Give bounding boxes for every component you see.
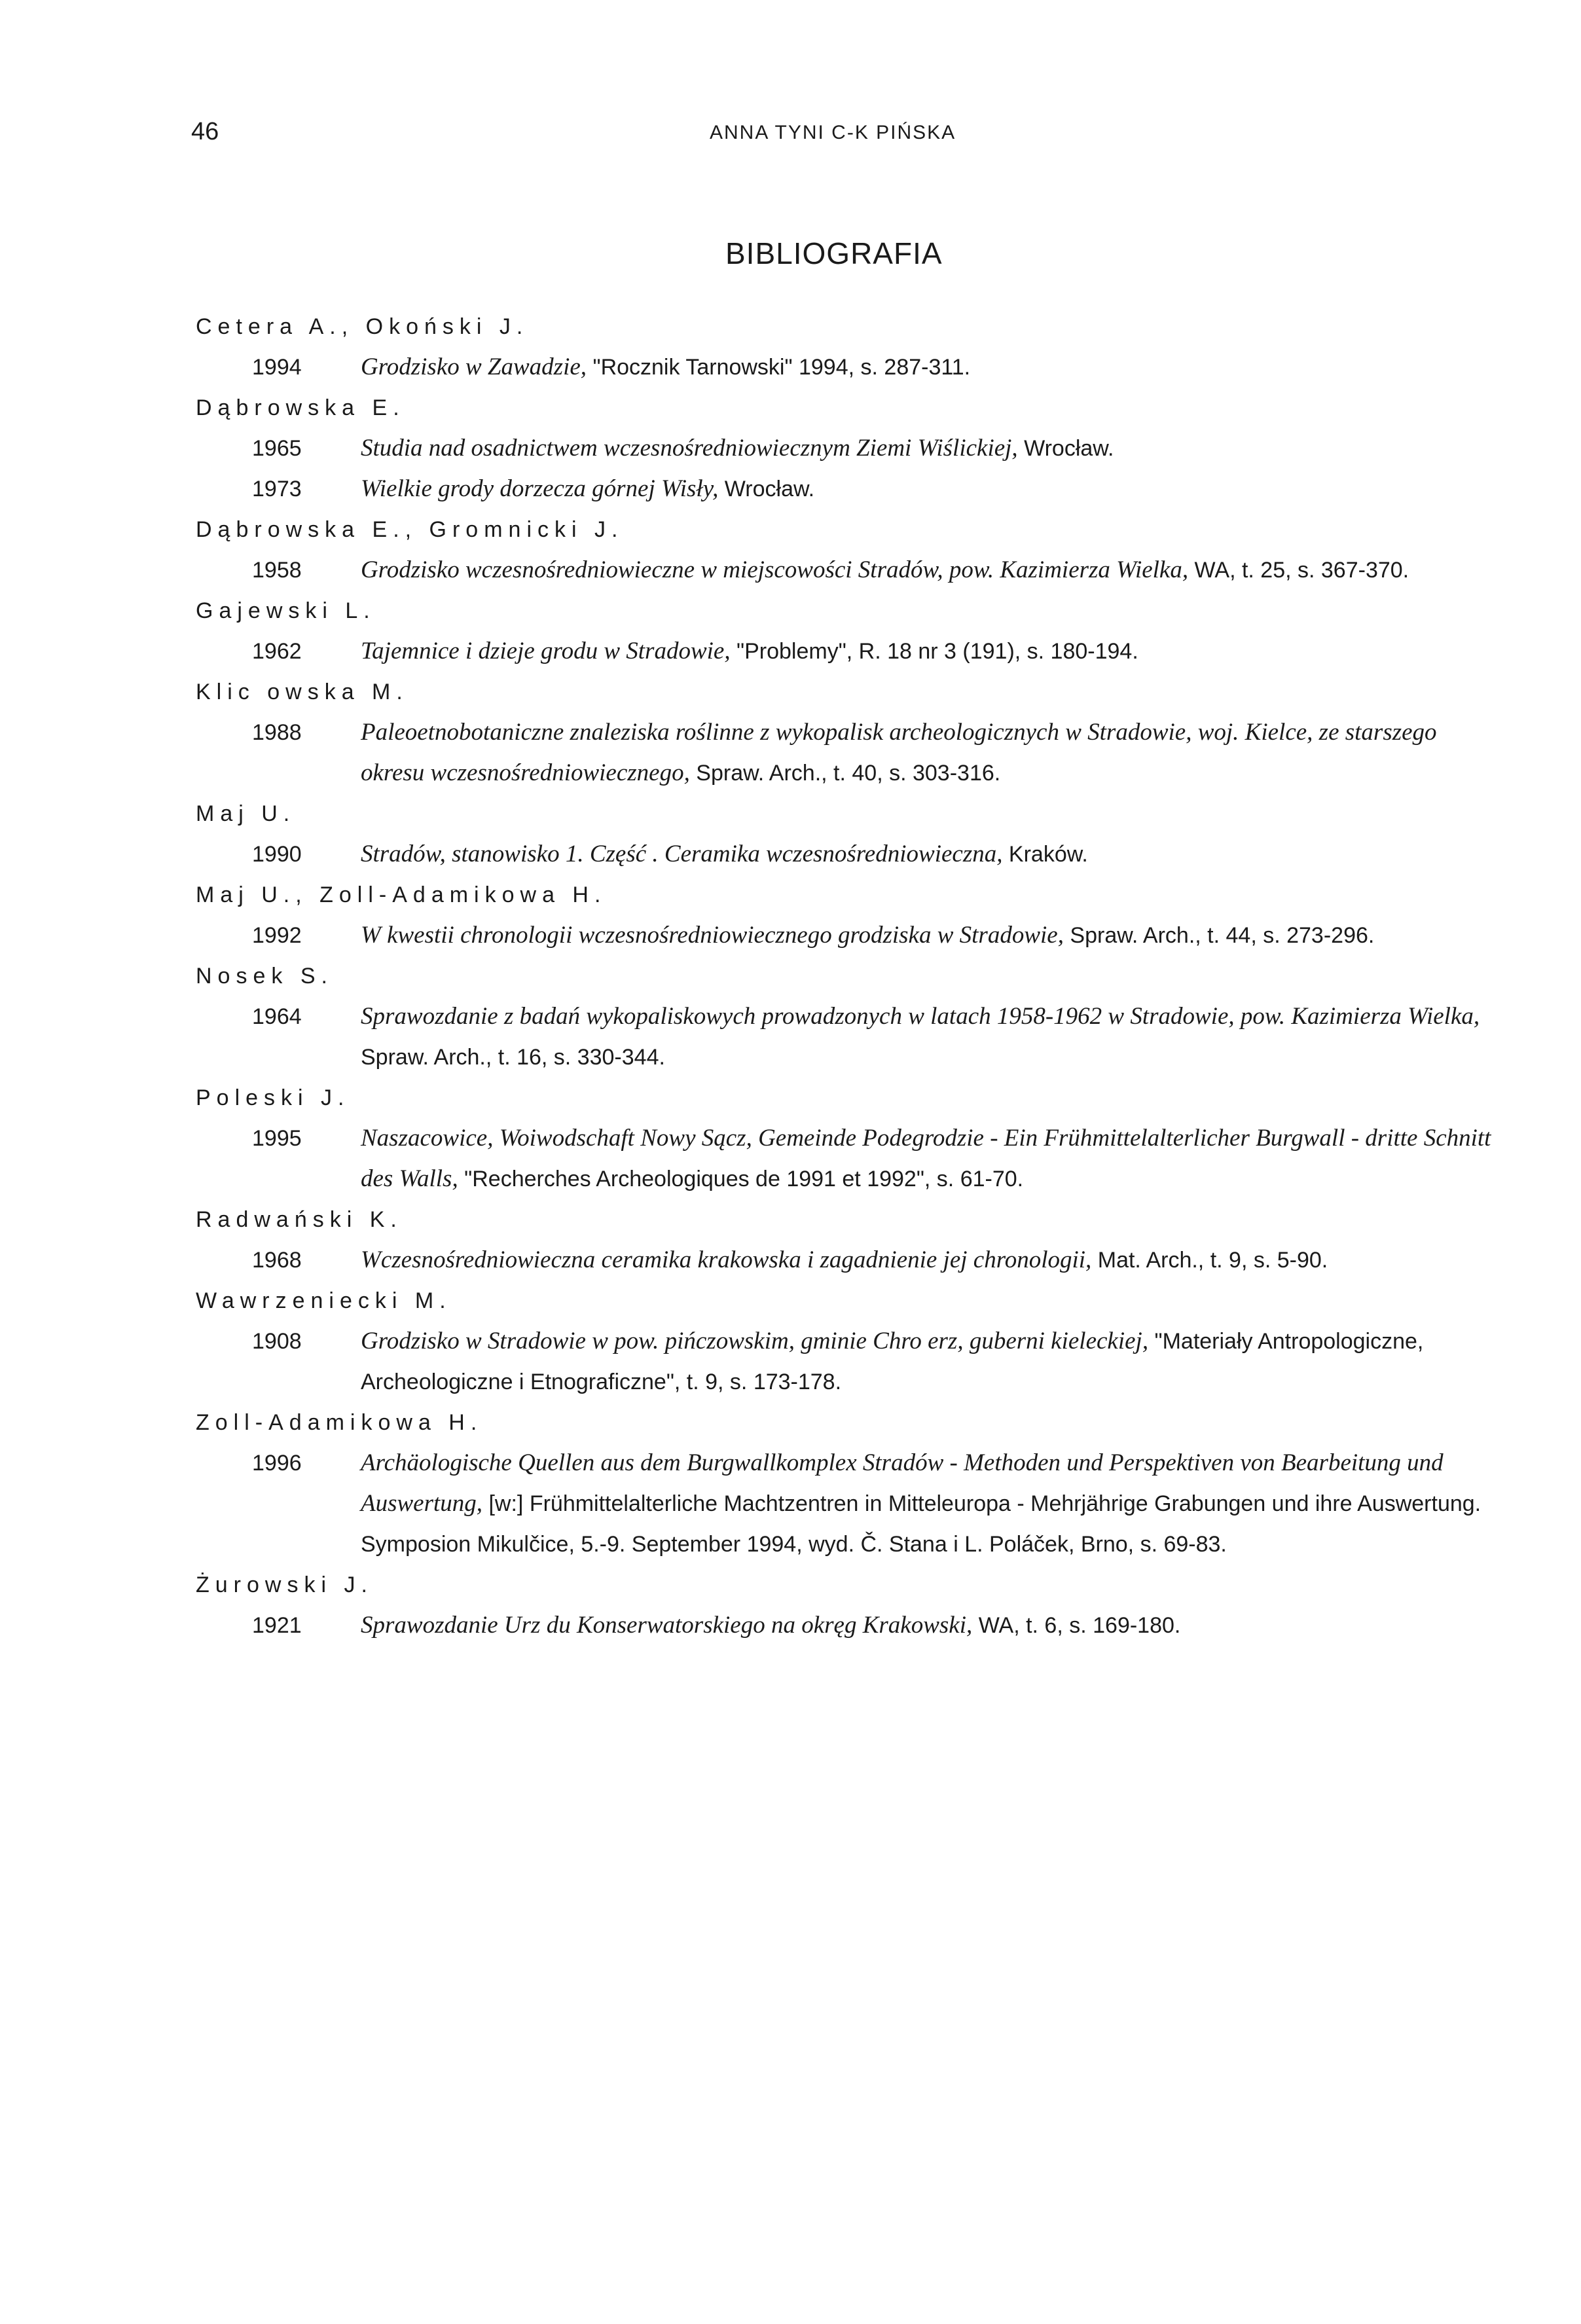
bib-details: WA, t. 6, s. 169-180. <box>972 1613 1181 1638</box>
bib-author: Maj U., Zoll-Adamikowa H. <box>196 882 607 907</box>
bib-citation <box>361 428 1495 469</box>
bib-year: 1964 <box>252 1004 302 1029</box>
bib-title: Studia nad osadnictwem wczesnośredniowiecznym Ziemi Wiślickiej, <box>361 435 1018 462</box>
bib-citation <box>361 834 1495 875</box>
bib-details: "Materiały Antropologiczne, Archeologiczne i Etnograficzne", t. 9, s. 173-178. <box>361 1329 1424 1394</box>
bib-author: Cetera A., Okoński J. <box>196 314 529 339</box>
bib-title: Wielkie grody dorzecza górnej Wisły, <box>361 475 719 502</box>
bib-details: Wrocław. <box>1017 436 1114 461</box>
bib-year: 1965 <box>252 436 302 461</box>
bib-details: "Problemy", R. 18 nr 3 (191), s. 180-194. <box>730 639 1138 664</box>
bib-title: Sprawozdanie Urz du Konserwatorskiego na okręg Krakowski, <box>361 1612 973 1639</box>
bib-title: Paleoetnobotaniczne znaleziska roślinne z wykopalisk archeologicznych w Stradowie, woj. Kielce, ze starszego okresu wczesnośredniowiecznego, <box>361 719 1437 786</box>
bib-year: 1973 <box>252 477 302 501</box>
bib-title: Grodzisko w Stradowie w pow. pińczowskim, gminie Chro erz, guberni kieleckiej, <box>361 1328 1149 1354</box>
bib-author: Radwański K. <box>196 1207 403 1232</box>
bib-entry <box>196 428 1495 469</box>
bib-citation <box>361 915 1495 956</box>
bib-title: Wczesnośredniowieczna ceramika krakowska i zagadnienie jej chronologii, <box>361 1246 1092 1273</box>
bib-author: Maj U. <box>196 801 296 826</box>
bib-citation <box>361 712 1495 793</box>
bib-entry <box>196 834 1495 875</box>
bib-entry <box>196 1240 1495 1280</box>
bib-year: 1968 <box>252 1248 302 1273</box>
bib-entry <box>196 1443 1495 1565</box>
bib-details: "Recherches Archeologiques de 1991 et 1992", s. 61-70. <box>458 1167 1024 1191</box>
bib-year: 1908 <box>252 1329 302 1354</box>
bib-citation <box>361 550 1495 590</box>
bib-details: Mat. Arch., t. 9, s. 5-90. <box>1091 1248 1328 1273</box>
bib-citation <box>361 1118 1495 1199</box>
bib-author: Żurowski J. <box>196 1572 373 1597</box>
bib-citation <box>361 1240 1495 1280</box>
bib-citation <box>361 469 1495 509</box>
bib-author: Klic owska M. <box>196 680 409 704</box>
bib-title: Tajemnice i dzieje grodu w Stradowie, <box>361 638 731 664</box>
bib-details: Spraw. Arch., t. 16, s. 330-344. <box>361 1045 665 1070</box>
bib-title: W kwestii chronologii wczesnośredniowiecznego grodziska w Stradowie, <box>361 922 1064 949</box>
bib-year: 1994 <box>252 355 302 380</box>
bib-citation <box>361 1321 1495 1402</box>
bib-title: Grodzisko wczesnośredniowieczne w miejscowości Stradów, pow. Kazimierza Wielka, <box>361 556 1189 583</box>
bib-details: Wrocław. <box>718 477 815 501</box>
bib-title: Sprawozdanie z badań wykopaliskowych prowadzonych w latach 1958-1962 w Stradowie, pow. Kazimierza Wielka, <box>361 1003 1480 1030</box>
bib-details: "Rocznik Tarnowski" 1994, s. 287-311. <box>587 355 971 380</box>
bib-citation <box>361 1443 1495 1565</box>
page-header <box>0 118 1581 157</box>
bib-year: 1996 <box>252 1451 302 1476</box>
bib-year: 1958 <box>252 558 302 583</box>
bib-details: Spraw. Arch., t. 44, s. 273-296. <box>1063 923 1375 948</box>
bib-citation <box>361 347 1495 388</box>
bib-citation <box>361 1605 1495 1646</box>
bib-year: 1992 <box>252 923 302 948</box>
bib-author: Dąbrowska E., Gromnicki J. <box>196 517 624 542</box>
bib-entry <box>196 996 1495 1078</box>
bib-details: Spraw. Arch., t. 40, s. 303-316. <box>689 761 1001 786</box>
bib-details: [w:] Frühmittelalterliche Machtzentren in Mitteleuropa - Mehrjährige Grabungen und ihre Auswertung. Symposion Mikulčice, 5.-9. September 1994, wyd. Č. Stana i L. Poláček, Brno, s. 69-83. <box>361 1491 1481 1557</box>
bib-entry <box>196 347 1495 388</box>
bibliography-list <box>196 306 1495 1646</box>
bib-year: 1988 <box>252 720 302 745</box>
bib-details: WA, t. 25, s. 367-370. <box>1188 558 1409 583</box>
bib-author: Wawrzeniecki M. <box>196 1288 452 1313</box>
bib-entry <box>196 469 1495 509</box>
bib-entry <box>196 631 1495 672</box>
bib-title: Archäologische Quellen aus dem Burgwallkomplex Stradów - Methoden und Perspektiven von Bearbeitung und Auswertung, <box>361 1449 1444 1517</box>
bib-entry <box>196 1605 1495 1646</box>
bib-entry <box>196 915 1495 956</box>
bib-author: Dąbrowska E. <box>196 395 405 420</box>
bib-title: Naszacowice, Woiwodschaft Nowy Sącz, Gemeinde Podegrodzie - Ein Frühmittelalterlicher Burgwall - dritte Schnitt des Walls, <box>361 1125 1491 1192</box>
bib-entry <box>196 1321 1495 1402</box>
bib-title: Grodzisko w Zawadzie, <box>361 354 587 380</box>
bib-author: Gajewski L. <box>196 598 376 623</box>
page-number: 46 <box>191 118 219 145</box>
section-title: BIBLIOGRAFIA <box>725 236 943 270</box>
bib-year: 1921 <box>252 1613 302 1638</box>
bib-author: Nosek S. <box>196 964 333 989</box>
bib-citation <box>361 631 1495 672</box>
bib-author: Zoll-Adamikowa H. <box>196 1410 483 1435</box>
bib-entry <box>196 550 1495 590</box>
bib-year: 1962 <box>252 639 302 664</box>
running-head: ANNA TYNI C-K PIŃSKA <box>710 122 956 143</box>
bib-year: 1990 <box>252 842 302 867</box>
bib-details: Kraków. <box>1002 842 1088 867</box>
bib-author: Poleski J. <box>196 1085 350 1110</box>
bib-title: Stradów, stanowisko 1. Część . Ceramika wczesnośredniowieczna, <box>361 841 1003 867</box>
bib-citation <box>361 996 1495 1078</box>
bib-entry <box>196 712 1495 793</box>
bib-entry <box>196 1118 1495 1199</box>
bib-year: 1995 <box>252 1126 302 1151</box>
